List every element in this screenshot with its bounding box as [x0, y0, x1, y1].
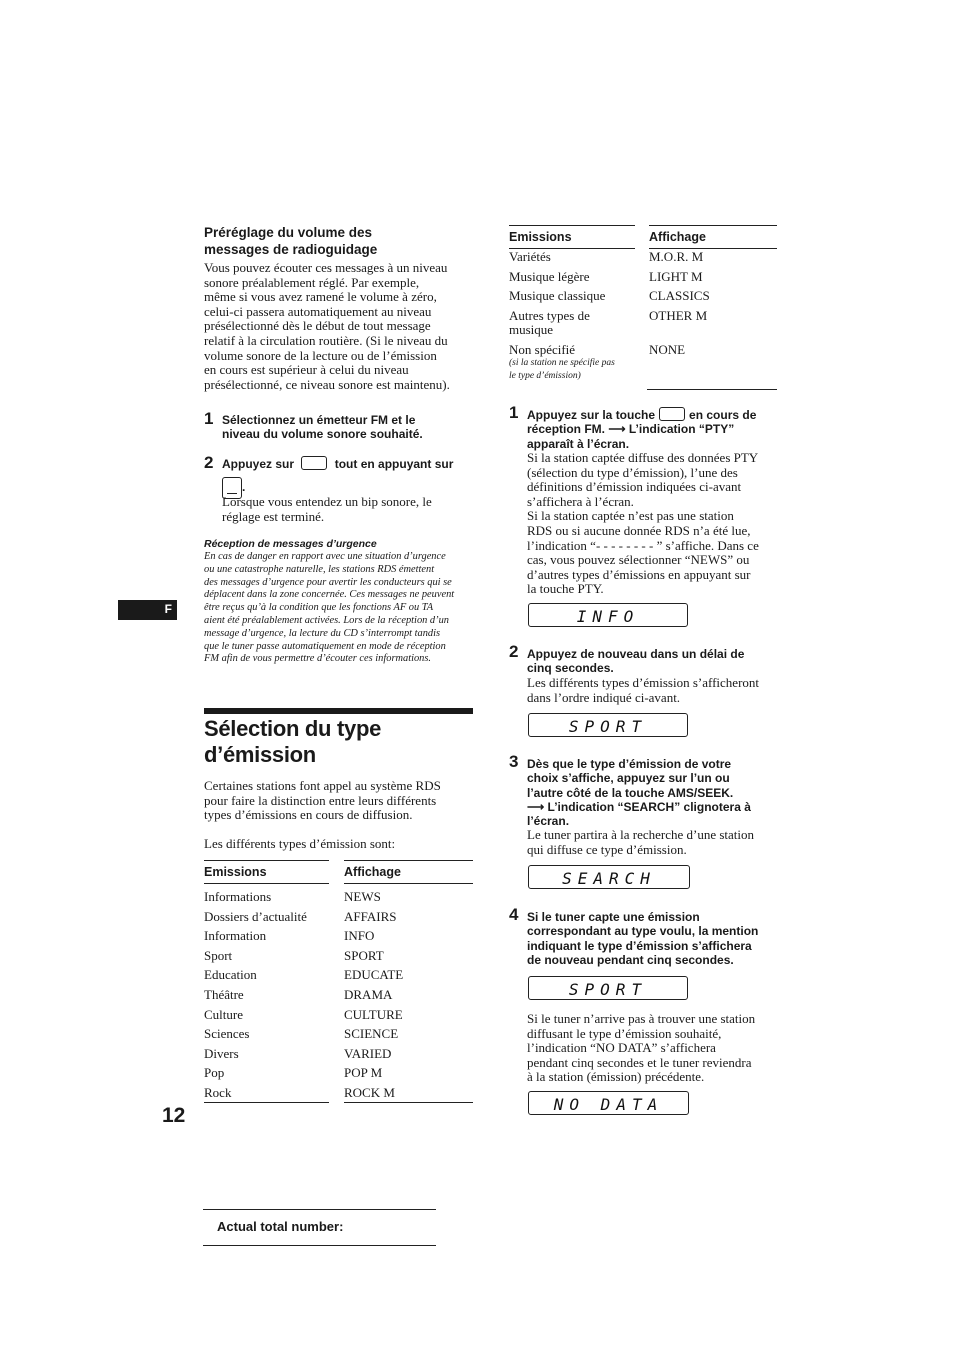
text-line: à la station (émission) précédente.	[527, 1069, 705, 1085]
table-cell-emission: Variétés	[509, 249, 551, 264]
text-line: choix s’affiche, appuyez sur l’un ou	[527, 771, 730, 786]
text-line: indiquant le type d’émission s’affichera	[527, 938, 752, 953]
lcd-display: NO DATA	[528, 1091, 689, 1115]
step-2-result	[222, 495, 477, 524]
text-line: (sélection du type d’émission), l’une des	[527, 464, 738, 480]
table-bottom-rule	[204, 1102, 329, 1103]
language-tab: F	[118, 600, 177, 620]
table-cell-emission: Musique légère	[509, 269, 590, 284]
text-line: d’autres types d’émissions en appuyant sur	[527, 566, 751, 582]
table-cell-display: VARIED	[344, 1045, 392, 1061]
text-line: l’autre côté de la touche AMS/SEEK.	[527, 785, 734, 800]
text-line: sonore préalablement réglé. Par exemple,	[204, 274, 420, 290]
text-line: message d’urgence, la lecture du CD s’interrompt tandis	[204, 627, 441, 639]
table-cell-emission: Education	[204, 967, 257, 983]
text-line: ou une catastrophe naturelle, les stations RDS émettent	[204, 563, 435, 575]
text-line: en cours est supérieur à celui du niveau	[204, 362, 409, 378]
column-header: Emissions	[509, 225, 635, 249]
table-cell-emission: Information	[204, 928, 267, 944]
table-cell-display: INFO	[344, 928, 375, 944]
text-line: qui diffuse ce type d’émission.	[527, 841, 687, 857]
step-4-details	[527, 1012, 782, 1085]
text-line: l’indication “- - - - - - - - ” s’affiche. Dans ce	[527, 537, 759, 553]
step-number: 2	[509, 642, 519, 661]
text-line: ⟶ L’indication “SEARCH” clignotera à	[527, 799, 751, 814]
table-cell-display: NEWS	[344, 889, 381, 904]
table-cell-display: CULTURE	[344, 1006, 403, 1022]
section-title: Sélection du type d’émission	[204, 716, 382, 767]
text-line: Le tuner partira à la recherche d’une station	[527, 827, 755, 842]
text-line: définitions d’émission indiquées ci-avant	[527, 479, 742, 495]
table-cell-display: AFFAIRS	[344, 908, 397, 924]
text-line: pour faire la distinction entre leurs différents	[204, 792, 437, 808]
step-2-instruction	[527, 647, 779, 676]
lcd-display: SPORT	[528, 713, 688, 737]
text-line: aient été préalablement activées. Lors de la réception d’un	[204, 614, 449, 626]
text-line: Si la station captée n’est pas une station	[527, 508, 734, 524]
table-cell-display: POP M	[344, 1065, 383, 1081]
emission-types-table-cont	[509, 225, 777, 391]
table-bottom-rule	[647, 389, 777, 390]
step-number: 1	[204, 409, 214, 428]
text-line: Si la station captée diffuse des données PTY	[527, 450, 759, 465]
table-column-display	[344, 860, 473, 1103]
table-cell-note: le type d’émission)	[509, 370, 581, 381]
text-line: niveau du volume sonore souhaité.	[222, 427, 423, 442]
lcd-display: SPORT	[528, 976, 688, 1000]
text-line: Si le tuner capte une émission	[527, 910, 700, 924]
step-number: 3	[509, 752, 519, 771]
step-1-details	[527, 451, 782, 597]
page-number: 12	[162, 1104, 186, 1127]
text-line: être reçus qu’à la condition que les fonctions AF ou TA	[204, 602, 434, 614]
table-cell-emission: Non spécifié (si la station ne spécifie pas le type d’émission)	[509, 343, 639, 382]
table-cell-display: EDUCATE	[344, 967, 404, 983]
lcd-display: INFO	[528, 603, 688, 627]
text-line: cas, vous pouvez sélectionner “NEWS” ou	[527, 552, 750, 568]
table-cell-display: M.O.R. M	[649, 249, 704, 264]
pty-button-icon	[659, 407, 685, 421]
list-intro: Les différents types d’émission sont:	[204, 836, 396, 851]
text-line: Dès que le type d’émission de votre	[527, 757, 732, 771]
text-line: des messages d’urgence pour avertir les conducteurs qui se	[204, 576, 452, 588]
text-line: réglage est terminé.	[222, 508, 325, 524]
step-number: 2	[204, 453, 214, 472]
table-cell-display: SCIENCE	[344, 1026, 399, 1042]
table-cell-emission: Théâtre	[204, 986, 244, 1002]
text-line: réception FM. ⟶ L’indication “PTY”	[527, 422, 735, 437]
text-line: de nouveau pendant cinq secondes.	[527, 952, 734, 967]
table-bottom-rule	[344, 1102, 473, 1103]
table-cell-emission: Rock	[204, 1084, 232, 1100]
source-button-icon	[301, 456, 327, 470]
column-header: Emissions	[204, 860, 329, 884]
text-line: Si le tuner n’arrive pas à trouver une station	[527, 1011, 756, 1026]
step-2-details	[527, 676, 782, 705]
intro-paragraph	[204, 261, 479, 392]
text-line: Sélectionnez un émetteur FM et le	[222, 413, 416, 427]
lcd-display: SEARCH	[528, 865, 690, 889]
step-number: 1	[509, 403, 519, 422]
text-line: Lorsque vous entendez un bip sonore, le	[222, 494, 432, 509]
text-line: même si vous avez ramené le volume à zéro,	[204, 289, 437, 305]
table-cell-emission: Musique classique	[509, 288, 606, 303]
text-line: Appuyez de nouveau dans un délai de	[527, 647, 745, 661]
text-line: relatif à la circulation routière. (Si le niveau du	[204, 332, 448, 348]
table-cell-emission: Informations	[204, 889, 272, 904]
column-header: Affichage	[344, 860, 473, 884]
text-line: l’écran.	[527, 814, 570, 829]
step-4-instruction	[527, 910, 779, 967]
section-intro	[204, 779, 479, 823]
step-2-instruction: Appuyez sur tout en appuyant sur .	[222, 456, 477, 499]
table-cell-display: DRAMA	[344, 986, 393, 1002]
step-1-instruction	[222, 413, 472, 442]
text-line: volume sonore de la lecture ou de l’émission	[204, 347, 437, 363]
text-line: Les différents types d’émission s’afficheront	[527, 675, 760, 690]
text-line: Vous pouvez écouter ces messages à un niveau	[204, 260, 448, 275]
table-cell-emission: Pop	[204, 1065, 225, 1081]
text-line: pendant cinq secondes et le tuner reviendra	[527, 1054, 752, 1070]
text-line: la touche PTY.	[527, 581, 604, 597]
table-cell-emission: Culture	[204, 1006, 243, 1022]
text-line: celui-ci passera automatiquement au niveau	[204, 303, 432, 319]
step-3-details	[527, 828, 782, 857]
table-cell-emission: Sciences	[204, 1026, 250, 1042]
text-line: correspondant au type voulu, la mention	[527, 924, 759, 939]
text-line: l’indication “NO DATA” s’affichera	[527, 1040, 716, 1056]
step-1-instruction: Appuyez sur la touche en cours de réception FM. ⟶ L’indication “PTY” apparaît à l’écran.	[527, 407, 779, 451]
text-line: présélectionné, ce niveau sonore est maintenu).	[204, 376, 450, 392]
table-cell-display: CLASSICS	[649, 288, 710, 303]
total-number-box	[203, 1209, 436, 1246]
note-text	[204, 551, 479, 666]
text-line: s’affichera à l’écran.	[527, 493, 634, 509]
emission-types-table	[204, 860, 473, 1105]
table-cell-emission: Dossiers d’actualité	[204, 908, 307, 924]
table-cell-emission: Sport	[204, 947, 233, 963]
note-title: Réception de messages d’urgence	[204, 538, 377, 550]
table-cell-emission: Divers	[204, 1045, 239, 1061]
step-3-instruction	[527, 757, 779, 828]
section-rule	[204, 708, 473, 714]
table-cell-display: NONE	[649, 342, 686, 357]
table-column-display	[649, 225, 777, 249]
text-line: que le tuner passe automatiquement en mode de réception	[204, 640, 446, 652]
table-cell-display: SPORT	[344, 947, 384, 963]
text-line: types d’émissions en cours de diffusion.	[204, 807, 413, 823]
text-line: présélectionné dès le début de tout message	[204, 318, 431, 334]
column-cells	[344, 884, 473, 1103]
text-line: dans l’ordre indiqué ci-avant.	[527, 689, 681, 705]
text-line: RDS ou si aucune donnée RDS n’a été lue,	[527, 522, 751, 538]
text-line: déplacent dans la zone concernée. Ces messages ne peuvent	[204, 589, 455, 601]
column-header: Affichage	[649, 225, 777, 249]
text-line: diffusant le type d’émission souhaité,	[527, 1025, 722, 1041]
column-cells	[204, 884, 329, 1103]
text-line: cinq secondes.	[527, 661, 614, 676]
table-column-emissions	[204, 860, 329, 1103]
step-number: 4	[509, 905, 519, 924]
text-line: En cas de danger en rapport avec une situation d’urgence	[204, 551, 446, 562]
subsection-heading: Préréglage du volume des messages de radioguidage	[204, 225, 378, 257]
total-number-label: Actual total number:	[217, 1219, 344, 1234]
table-cell-display: OTHER M	[649, 308, 708, 323]
table-cell-emission: Autres types de musique	[509, 308, 590, 337]
table-column-emissions	[509, 225, 635, 249]
table-cell-display: ROCK M	[344, 1084, 395, 1100]
table-cell-note: (si la station ne spécifie pas	[509, 358, 615, 368]
text-line: FM afin de vous permettre d’écouter ces informations.	[204, 653, 432, 665]
table-cell-display: LIGHT M	[649, 269, 703, 284]
text-line: apparaît à l’écran.	[527, 436, 630, 451]
text-line: Certaines stations font appel au système RDS	[204, 778, 441, 793]
